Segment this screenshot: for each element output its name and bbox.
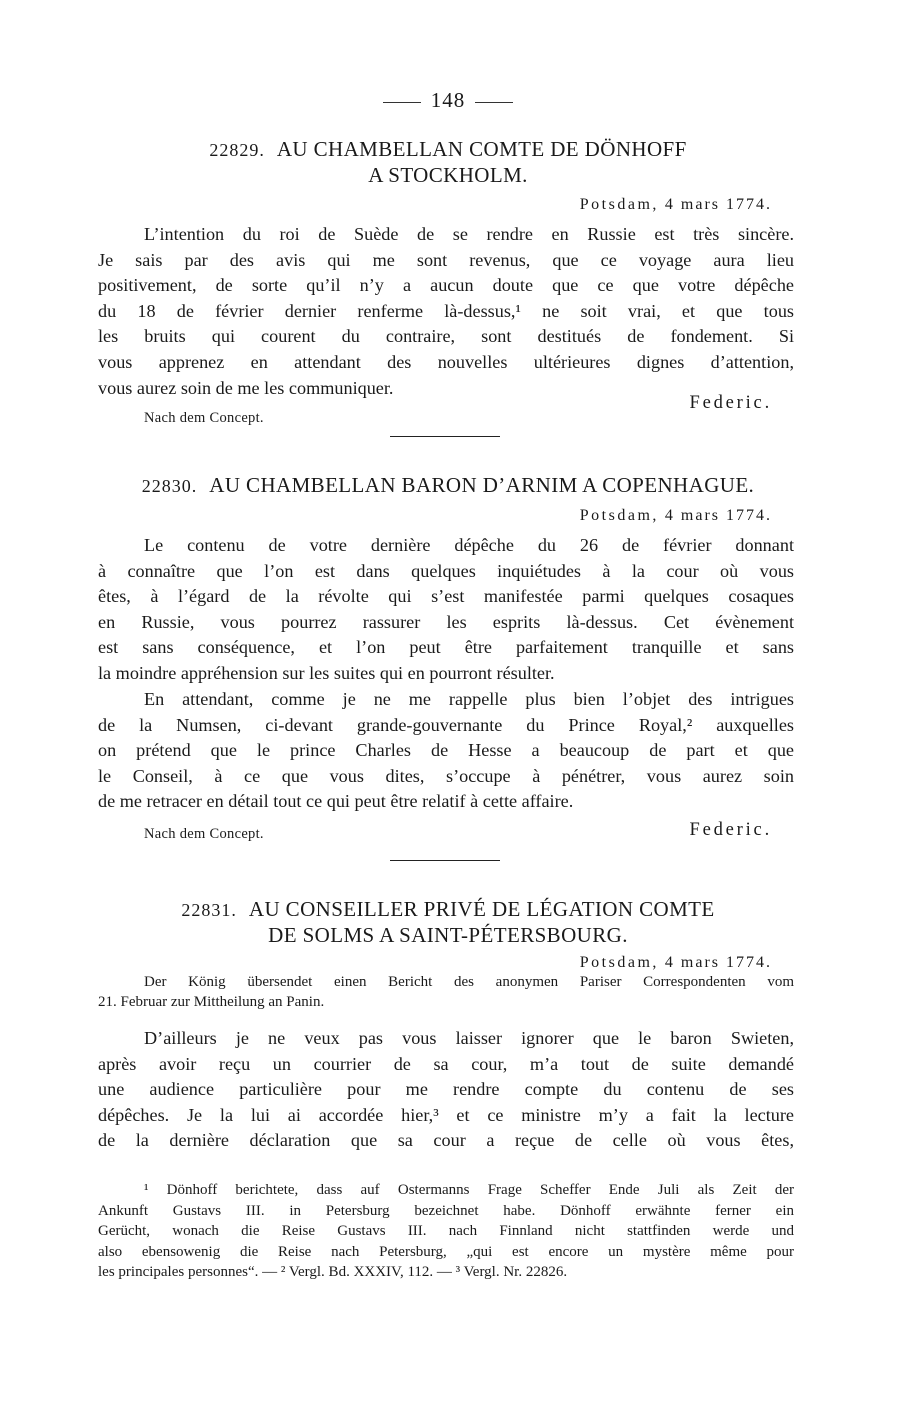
footnote-line: les principales personnes“. — ² Vergl. Bd. XXXIV, 112. — ³ Vergl. Nr. 22826. [98,1264,568,1281]
footnote-line: Gerücht, wonach die Reise Gustavs III. nach Finnland nicht stattfinden werde und [98,1223,794,1240]
letter-22829-heading-line2 [98,162,798,188]
date: 4 mars 1774. [664,954,772,971]
letter-22829-signature: Federic. [689,393,772,413]
page-number-text: 148 [430,88,466,112]
letter-number: 22829. [209,140,265,160]
body-line: les bruits qui courent du contraire, sont destitués de fondement. Si [98,326,794,347]
body-line: le Conseil, à ce que vous dites, s’occupe à pénétrer, vous aurez soin [98,765,794,786]
date: 4 mars 1774. [664,196,772,213]
letter-22830-heading [98,472,798,499]
body-line: Le contenu de votre dernière dépêche du 26 de février donnant [144,535,794,555]
section-divider [390,436,500,437]
letter-title: AU CHAMBELLAN BARON D’ARNIM A COPENHAGUE. [209,473,755,497]
body-line: D’ailleurs je ne veux pas vous laisser ignorer que le baron Swieten, [144,1028,794,1048]
letter-title: AU CONSEILLER PRIVÉ DE LÉGATION COMTE [248,897,715,921]
footnote-line: also ebensowenig die Reise nach Petersburg, „qui est encore un mystère même pour [98,1243,794,1260]
page-number [98,88,798,113]
body-line: Je sais par des avis qui me sont revenus, que ce voyage aura lieu [98,249,794,270]
body-line: de la dernière déclaration que sa cour a reçue de celle où vous êtes, [98,1130,794,1151]
body-line: dépêches. Je la lui ai accordée hier,³ et ce ministre m’y a fait la lecture [98,1104,794,1125]
summary-line: Der König übersendet einen Bericht des anonymen Pariser Correspondenten vom [144,974,794,990]
date: 4 mars 1774. [664,507,772,524]
body-line: vous aurez soin de me les communiquer. [98,377,394,398]
summary-line: 21. Februar zur Mittheilung an Panin. [98,994,325,1010]
letter-22831-heading [98,896,798,923]
footnote-line: ¹ Dönhoff berichtete, dass auf Ostermanns Frage Scheffer Ende Juli als Zeit der [144,1182,794,1198]
letter-22831-heading-line2 [98,922,798,948]
footnotes [98,1180,794,1283]
date-place: Potsdam, [579,954,659,971]
letter-22830-signature: Federic. [689,820,772,840]
letter-22829-dateline [580,196,772,214]
body-line: de la Numsen, ci-devant grande-gouvernante du Prince Royal,² auxquelles [98,714,794,735]
body-line: êtes, à l’égard de la révolte qui s’est manifestée parmi quelques cosaques [98,586,794,607]
letter-22829-source-note: Nach dem Concept. [144,410,264,426]
body-line: positivement, de sorte qu’il n’y a aucun doute que ce que votre dépêche [98,275,794,296]
letter-22831-summary [98,972,794,1012]
body-line: en Russie, vous pourrez rassurer les esprits là-dessus. Cet évènement [98,611,794,632]
body-line: En attendant, comme je ne me rappelle plus bien l’objet des intrigues [144,689,794,709]
section-divider [390,860,500,861]
letter-title-line2: A STOCKHOLM. [368,163,528,187]
body-line: à connaître que l’on est dans quelques inquiétudes à la cour où vous [98,560,794,581]
body-line: on prétend que le prince Charles de Hesse a beaucoup de part et que [98,740,794,761]
body-line: vous apprenez en attendant des nouvelles ultérieures dignes d’attention, [98,351,794,372]
letter-22829-body [98,222,794,401]
letter-number: 22831. [181,900,237,920]
body-line: la moindre appréhension sur les suites qui en pourront résulter. [98,662,555,683]
body-line: de me retracer en détail tout ce qui peut être relatif à cette affaire. [98,791,574,812]
letter-22829-heading [98,136,798,163]
letter-title-line2: DE SOLMS A SAINT-PÉTERSBOURG. [268,923,628,947]
letter-number: 22830. [141,476,198,496]
document-page [98,0,798,1404]
body-line: est sans conséquence, et l’on peut être parfaitement tranquille et sans [98,637,794,658]
body-line: une audience particulière pour me rendre compte du contenu de ses [98,1079,794,1100]
letter-title: AU CHAMBELLAN COMTE DE DÖNHOFF [276,137,687,161]
body-line: L’intention du roi de Suède de se rendre en Russie est très sincère. [144,224,794,244]
letter-22830-dateline [580,507,772,525]
body-line: du 18 de février dernier renferme là-dessus,¹ ne soit vrai, et que tous [98,300,794,321]
letter-22831-dateline [580,954,772,972]
letter-22830-source-note: Nach dem Concept. [144,826,264,842]
letter-22830-body-paragraph-2 [98,687,794,815]
letter-22831-body [98,1026,794,1154]
page-number-dash-right [475,102,513,103]
page-number-dash-left [383,102,421,103]
letter-22830-body-paragraph-1 [98,533,794,687]
body-line: après avoir reçu un courrier de sa cour, m’a tout de suite demandé [98,1053,794,1074]
date-place: Potsdam, [579,507,659,524]
date-place: Potsdam, [579,196,659,213]
footnote-line: Ankunft Gustavs III. in Petersburg bezeichnet habe. Dönhoff erwähnte ferner ein [98,1202,794,1219]
